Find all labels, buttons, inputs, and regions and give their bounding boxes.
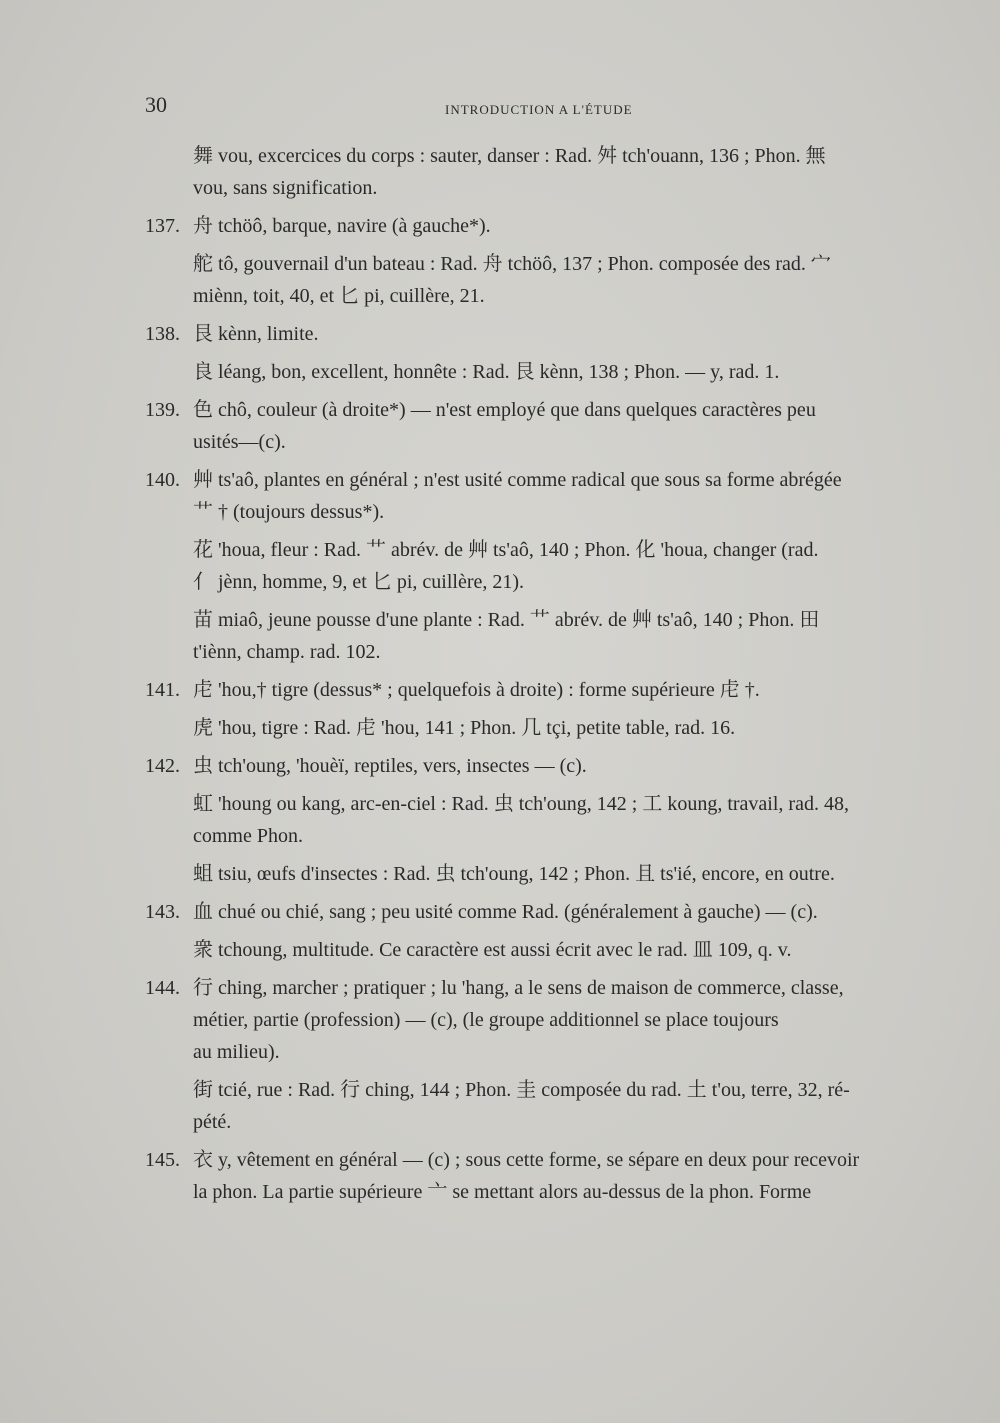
entry-line: 血 chué ou chié, sang ; peu usité comme Rad. (généralement à gauche) — (c).	[193, 901, 818, 923]
derived-entry	[145, 534, 945, 598]
entry-line: au milieu).	[193, 1041, 280, 1063]
entry-line: miènn, toit, 40, et 匕 pi, cuillère, 21.	[193, 285, 485, 307]
entry-line: 色 chô, couleur (à droite*) — n'est employé que dans quelques caractères peu	[193, 399, 816, 421]
radical-entry	[145, 210, 945, 242]
entry-line: comme Phon.	[193, 825, 303, 847]
entry-number: 139.	[145, 399, 180, 421]
entry-line: 衣 y, vêtement en général — (c) ; sous cette forme, se sépare en deux pour recevoir	[193, 1149, 860, 1171]
entry-number: 137.	[145, 215, 180, 237]
entry-line: 虹 'houng ou kang, arc-en-ciel : Rad. 虫 tch'oung, 142 ; 工 koung, travail, rad. 48,	[193, 793, 849, 815]
entry-line: 舞 vou, excercices du corps : sauter, danser : Rad. 舛 tch'ouann, 136 ; Phon. 無	[193, 145, 826, 167]
entry-line: 亻 jènn, homme, 9, et 匕 pi, cuillère, 21).	[193, 571, 525, 593]
entry-line: pété.	[193, 1111, 232, 1133]
derived-entry	[145, 858, 945, 890]
entry-number: 141.	[145, 679, 180, 701]
entry-line: 苗 miaô, jeune pousse d'une plante : Rad. 艹 abrév. de 艸 ts'aô, 140 ; Phon. 田	[193, 609, 820, 631]
derived-entry	[145, 604, 945, 668]
radical-entry	[145, 464, 945, 528]
entry-line: métier, partie (profession) — (c), (le groupe additionnel se place toujours	[193, 1009, 779, 1031]
entry-line: 舟 tchöô, barque, navire (à gauche*).	[193, 215, 491, 237]
derived-entry	[145, 248, 945, 312]
entry-number: 145.	[145, 1149, 180, 1171]
running-title: INTRODUCTION A L'ÉTUDE	[445, 102, 633, 117]
entry-number: 144.	[145, 977, 180, 999]
entry-line: 虍 'hou,† tigre (dessus* ; quelquefois à droite) : forme supérieure 虍 †.	[193, 679, 760, 701]
entry-number: 143.	[145, 901, 180, 923]
entry-line: 舵 tô, gouvernail d'un bateau : Rad. 舟 tchöô, 137 ; Phon. composée des rad. 宀	[193, 253, 831, 275]
entry-line: 虎 'hou, tigre : Rad. 虍 'hou, 141 ; Phon. 几 tçi, petite table, rad. 16.	[193, 717, 736, 739]
derived-entry	[145, 140, 945, 204]
radical-entry	[145, 750, 945, 782]
entry-line: 蛆 tsiu, œufs d'insectes : Rad. 虫 tch'oung, 142 ; Phon. 且 ts'ié, encore, en outre.	[193, 863, 835, 885]
page-number: 30	[145, 92, 167, 117]
entry-number: 142.	[145, 755, 180, 777]
entry-line: 花 'houa, fleur : Rad. 艹 abrév. de 艸 ts'aô, 140 ; Phon. 化 'houa, changer (rad.	[193, 539, 819, 561]
entry-line: 街 tcié, rue : Rad. 行 ching, 144 ; Phon. 圭 composée du rad. 土 t'ou, terre, 32, ré-	[193, 1079, 850, 1101]
radical-entry	[145, 1144, 945, 1208]
entry-line: t'iènn, champ. rad. 102.	[193, 641, 381, 663]
entry-line: 艮 kènn, limite.	[193, 323, 319, 345]
derived-entry	[145, 356, 945, 388]
entry-line: 衆 tchoung, multitude. Ce caractère est aussi écrit avec le rad. 皿 109, q. v.	[193, 939, 792, 961]
dictionary-body	[145, 140, 945, 1214]
entry-line: 虫 tch'oung, 'houèï, reptiles, vers, insectes — (c).	[193, 755, 587, 777]
radical-entry	[145, 394, 945, 458]
entry-number: 138.	[145, 323, 180, 345]
derived-entry	[145, 788, 945, 852]
entry-line: 良 léang, bon, excellent, honnête : Rad. 艮 kènn, 138 ; Phon. — y, rad. 1.	[193, 361, 780, 383]
entry-line: 行 ching, marcher ; pratiquer ; lu 'hang, a le sens de maison de commerce, classe,	[193, 977, 844, 999]
entry-line: 艹 † (toujours dessus*).	[193, 501, 385, 523]
page-header	[145, 92, 945, 122]
entry-line: la phon. La partie supérieure 亠 se mettant alors au-dessus de la phon. Forme	[193, 1181, 812, 1203]
derived-entry	[145, 934, 945, 966]
entry-line: usités—(c).	[193, 431, 286, 453]
derived-entry	[145, 1074, 945, 1138]
radical-entry	[145, 318, 945, 350]
radical-entry	[145, 674, 945, 706]
radical-entry	[145, 972, 945, 1068]
radical-entry	[145, 896, 945, 928]
entry-number: 140.	[145, 469, 180, 491]
entry-line: 艸 ts'aô, plantes en général ; n'est usité comme radical que sous sa forme abrégée	[193, 469, 842, 491]
entry-line: vou, sans signification.	[193, 177, 378, 199]
derived-entry	[145, 712, 945, 744]
